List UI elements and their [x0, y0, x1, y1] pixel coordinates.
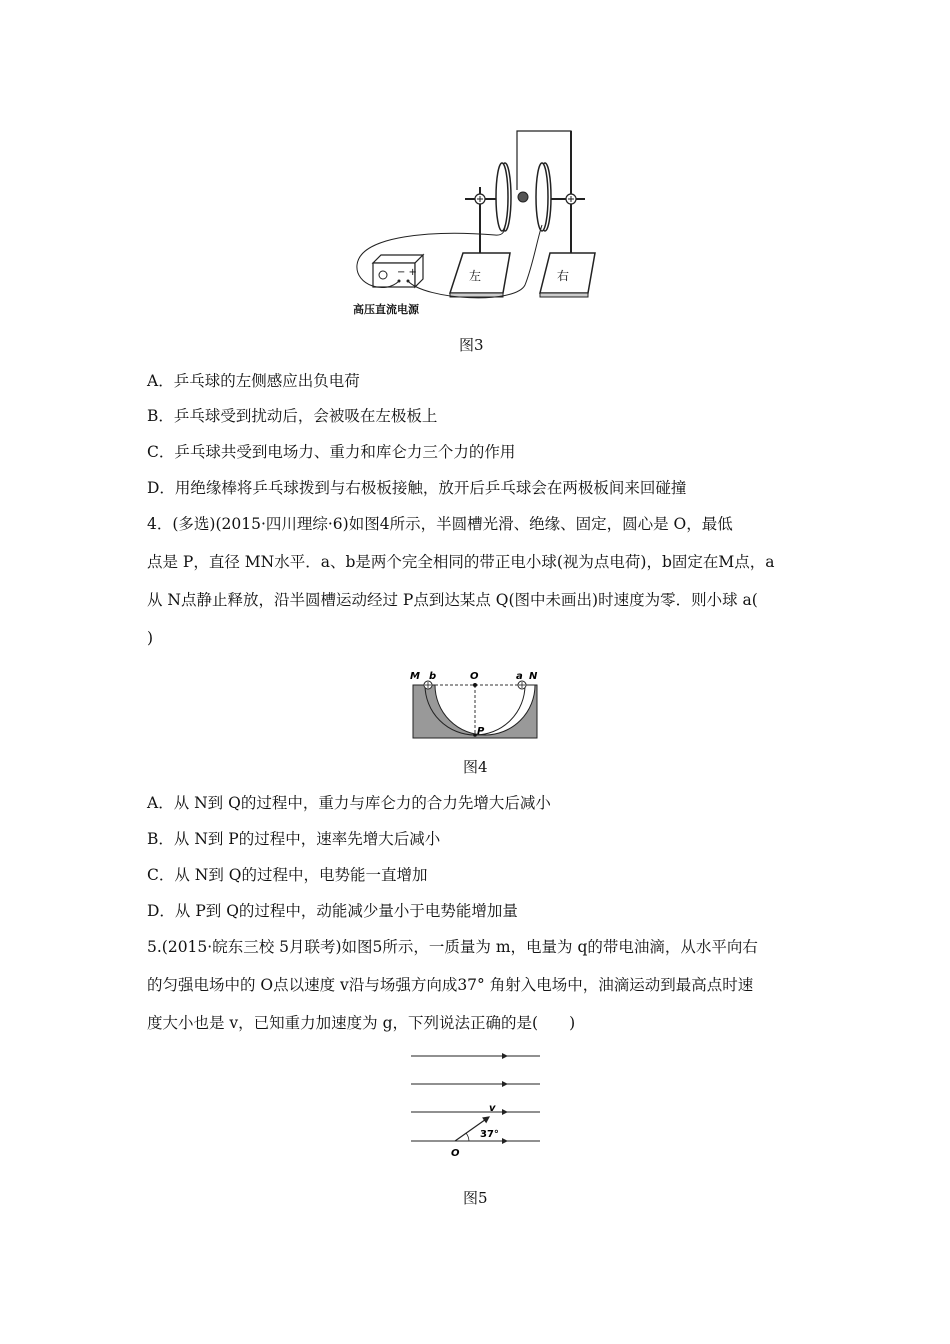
right-base-label: 右 — [557, 269, 570, 283]
label-a: a — [516, 671, 523, 682]
q3-option-d: D．用绝缘棒将乒乓球拨到与右极板接触，放开后乒乓球会在两极板间来回碰撞 — [147, 479, 687, 497]
label-n: N — [529, 671, 538, 682]
label-p: P — [477, 726, 485, 737]
label-b: b — [429, 671, 437, 682]
label-o: O — [451, 1148, 460, 1159]
q5-stem-line-3: 度大小也是 v，已知重力加速度为 g，下列说法正确的是( ) — [147, 1014, 576, 1032]
label-v: v — [489, 1103, 496, 1114]
figure-3-caption: 图3 — [459, 336, 484, 354]
power-terminals: − + — [397, 267, 417, 278]
figure-5-caption: 图5 — [463, 1189, 488, 1207]
q4-stem-line-2: 点是 P，直径 MN水平．a、b是两个完全相同的带正电小球(视为点电荷)，b固定在M点，a — [147, 553, 775, 571]
q3-option-b: B．乒乓球受到扰动后，会被吸在左极板上 — [147, 407, 438, 425]
q4-option-b: B．从 N到 P的过程中，速率先增大后减小 — [147, 830, 441, 848]
q4-stem-line-3: 从 N点静止释放，沿半圆槽运动经过 P点到达某点 Q(图中未画出)时速度为零．则小球 a( — [147, 591, 758, 609]
left-base-label: 左 — [469, 269, 482, 283]
q4-option-c: C．从 N到 Q的过程中，电势能一直增加 — [147, 866, 428, 884]
figure-5-electric-field — [405, 1048, 550, 1163]
label-angle: 37° — [480, 1129, 499, 1140]
label-m: M — [410, 671, 420, 682]
label-o: O — [470, 671, 479, 682]
figure-4-caption: 图4 — [463, 758, 488, 776]
q4-stem-line-1: 4．(多选)(2015·四川理综·6)如图4所示，半圆槽光滑、绝缘、固定，圆心是 O，最低 — [147, 515, 733, 533]
q3-option-c: C．乒乓球共受到电场力、重力和库仑力三个力的作用 — [147, 443, 516, 461]
power-supply-label: 高压直流电源 — [353, 303, 419, 316]
figure-4-semicircle-groove — [405, 668, 545, 743]
q4-option-d: D．从 P到 Q的过程中，动能减少量小于电势能增加量 — [147, 902, 518, 920]
q4-stem-line-4: ) — [147, 629, 154, 647]
q3-option-a: A．乒乓球的左侧感应出负电荷 — [147, 372, 360, 390]
figure-3-apparatus — [345, 125, 595, 320]
q4-option-a: A．从 N到 Q的过程中，重力与库仑力的合力先增大后减小 — [147, 794, 551, 812]
q5-stem-line-2: 的匀强电场中的 O点以速度 v沿与场强方向成37° 角射入电场中，油滴运动到最高点时速 — [147, 976, 754, 994]
q5-stem-line-1: 5.(2015·皖东三校 5月联考)如图5所示，一质量为 m，电量为 q的带电油滴，从水平向右 — [147, 938, 758, 956]
